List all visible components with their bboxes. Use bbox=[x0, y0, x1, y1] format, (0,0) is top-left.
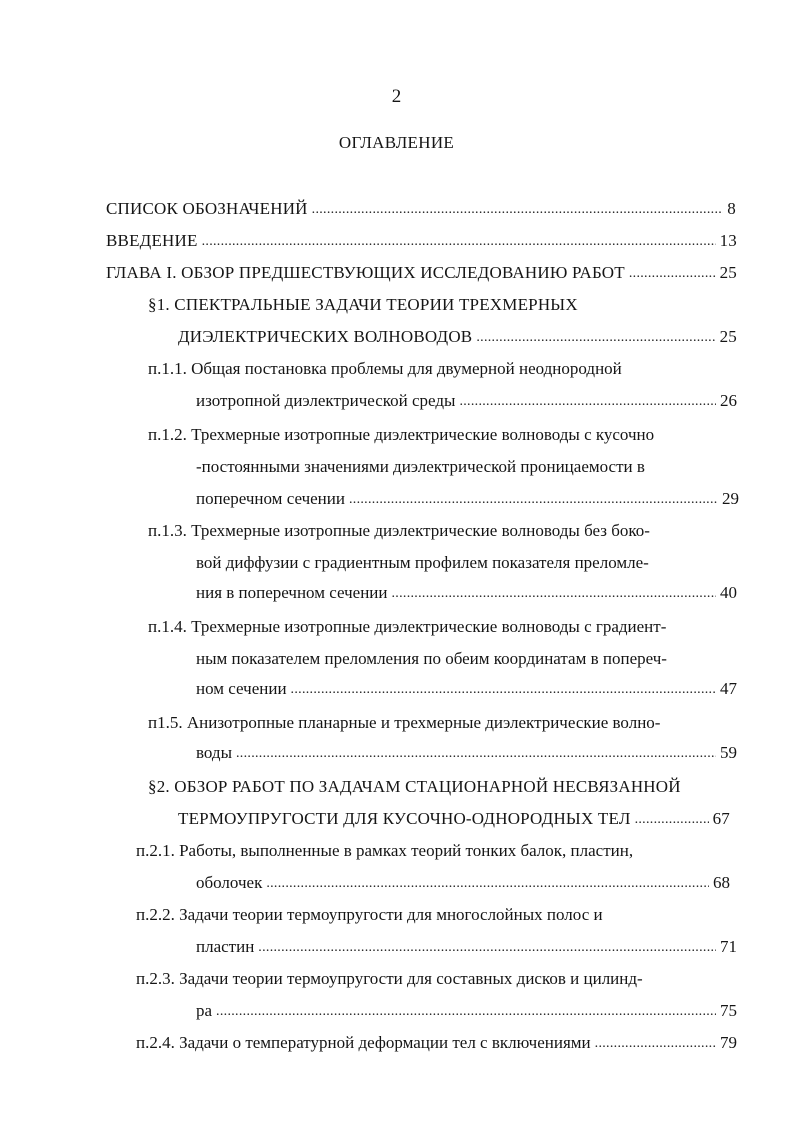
toc-entry-1-4[interactable] bbox=[196, 678, 737, 700]
leader-dots bbox=[629, 261, 716, 285]
toc-entry-text: ТЕРМОУПРУГОСТИ ДЛЯ КУСОЧНО-ОДНОРОДНЫХ ТЕЛ bbox=[178, 809, 631, 828]
toc-entry-2-3[interactable] bbox=[196, 1000, 737, 1022]
toc-entry-1-2-line2[interactable]: -постоянными значениями диэлектрической проницаемости в bbox=[196, 457, 645, 476]
toc-entry-page: 29 bbox=[722, 489, 739, 508]
toc-entry-2-1-line1[interactable]: п.2.1. Работы, выполненные в рамках теорий тонких балок, пластин, bbox=[136, 841, 634, 860]
toc-entry-page: 67 bbox=[712, 809, 730, 828]
toc-entry-introduction[interactable] bbox=[106, 230, 737, 252]
toc-entry-text: ном сечении bbox=[196, 679, 287, 698]
toc-entry-text: СПИСОК ОБОЗНАЧЕНИЙ bbox=[106, 199, 308, 218]
toc-entry-section-1[interactable] bbox=[178, 326, 737, 348]
toc-entry-1-3-line2[interactable]: вой диффузии с градиентным профилем показателя преломле- bbox=[196, 553, 649, 572]
toc-entry-text: п.2.4. Задачи о температурной деформации тел с включениями bbox=[136, 1033, 591, 1052]
toc-entry-page: 26 bbox=[720, 391, 737, 410]
toc-entry-2-2[interactable] bbox=[196, 936, 737, 958]
toc-entry-page: 59 bbox=[720, 743, 737, 762]
leader-dots bbox=[476, 325, 715, 349]
toc-entry-page: 13 bbox=[719, 231, 737, 250]
toc-entry-text: ВВЕДЕНИЕ bbox=[106, 231, 198, 250]
toc-entry-text: поперечном сечении bbox=[196, 489, 345, 508]
toc-entry-symbols[interactable] bbox=[106, 198, 736, 220]
toc-entry-chapter-1[interactable] bbox=[106, 262, 737, 284]
toc-entry-page: 68 bbox=[713, 873, 730, 892]
toc-entry-text: ра bbox=[196, 1001, 213, 1020]
toc-entry-page: 79 bbox=[720, 1033, 737, 1052]
toc-entry-1-4-line1[interactable]: п.1.4. Трехмерные изотропные диэлектрические волноводы с градиент- bbox=[148, 617, 667, 636]
leader-dots bbox=[392, 581, 717, 605]
toc-entry-2-1[interactable] bbox=[196, 872, 730, 894]
leader-dots bbox=[595, 1031, 716, 1055]
toc-entry-1-1[interactable] bbox=[196, 390, 737, 412]
toc-entry-2-3-line1[interactable]: п.2.3. Задачи теории термоупругости для составных дисков и цилинд- bbox=[136, 969, 643, 988]
leader-dots bbox=[216, 999, 716, 1023]
toc-entry-2-2-line1[interactable]: п.2.2. Задачи теории термоупругости для многослойных полос и bbox=[136, 905, 603, 924]
toc-entry-2-4[interactable] bbox=[136, 1032, 737, 1054]
toc-entry-1-5-line1[interactable]: п1.5. Анизотропные планарные и трехмерные диэлектрические волно- bbox=[148, 713, 661, 732]
toc-entry-1-5[interactable] bbox=[196, 742, 737, 764]
leader-dots bbox=[258, 935, 716, 959]
toc-entry-1-3-line1[interactable]: п.1.3. Трехмерные изотропные диэлектрические волноводы без боко- bbox=[148, 521, 650, 540]
toc-entry-page: 71 bbox=[720, 937, 737, 956]
toc-entry-text: пластин bbox=[196, 937, 255, 956]
leader-dots bbox=[266, 871, 709, 895]
leader-dots bbox=[236, 741, 716, 765]
leader-dots bbox=[459, 389, 716, 413]
leader-dots bbox=[312, 197, 724, 221]
toc-entry-text: изотропной диэлектрической среды bbox=[196, 391, 456, 410]
toc-entry-page: 25 bbox=[719, 263, 737, 282]
leader-dots bbox=[202, 229, 716, 253]
toc-entry-section-2[interactable] bbox=[178, 808, 730, 830]
toc-entry-page: 8 bbox=[727, 199, 736, 218]
toc-entry-page: 40 bbox=[720, 583, 737, 602]
toc-entry-section-2-line1[interactable]: §2. ОБЗОР РАБОТ ПО ЗАДАЧАМ СТАЦИОНАРНОЙ НЕСВЯЗАННОЙ bbox=[148, 777, 681, 796]
toc-title: ОГЛАВЛЕНИЕ bbox=[338, 133, 455, 152]
leader-dots bbox=[349, 487, 718, 511]
toc-entry-text: воды bbox=[196, 743, 232, 762]
toc-entry-text: оболочек bbox=[196, 873, 263, 892]
toc-entry-1-1-line1[interactable]: п.1.1. Общая постановка проблемы для двумерной неоднородной bbox=[148, 359, 622, 378]
toc-entry-page: 47 bbox=[720, 679, 737, 698]
page-number: 2 bbox=[391, 86, 402, 107]
toc-entry-section-1-line1[interactable]: §1. СПЕКТРАЛЬНЫЕ ЗАДАЧИ ТЕОРИИ ТРЕХМЕРНЫХ bbox=[148, 295, 578, 314]
leader-dots bbox=[635, 807, 709, 831]
toc-entry-1-4-line2[interactable]: ным показателем преломления по обеим координатам в попереч- bbox=[196, 649, 667, 668]
toc-entry-1-3[interactable] bbox=[196, 582, 737, 604]
toc-entry-page: 25 bbox=[719, 327, 737, 346]
toc-entry-text: ДИЭЛЕКТРИЧЕСКИХ ВОЛНОВОДОВ bbox=[178, 327, 473, 346]
leader-dots bbox=[291, 677, 716, 701]
toc-entry-text: ния в поперечном сечении bbox=[196, 583, 388, 602]
toc-entry-1-2[interactable] bbox=[196, 488, 739, 510]
toc-entry-1-2-line1[interactable]: п.1.2. Трехмерные изотропные диэлектрические волноводы с кусочно bbox=[148, 425, 655, 444]
toc-entry-text: ГЛАВА I. ОБЗОР ПРЕДШЕСТВУЮЩИХ ИССЛЕДОВАНИЮ РАБОТ bbox=[106, 263, 625, 282]
toc-entry-page: 75 bbox=[720, 1001, 737, 1020]
